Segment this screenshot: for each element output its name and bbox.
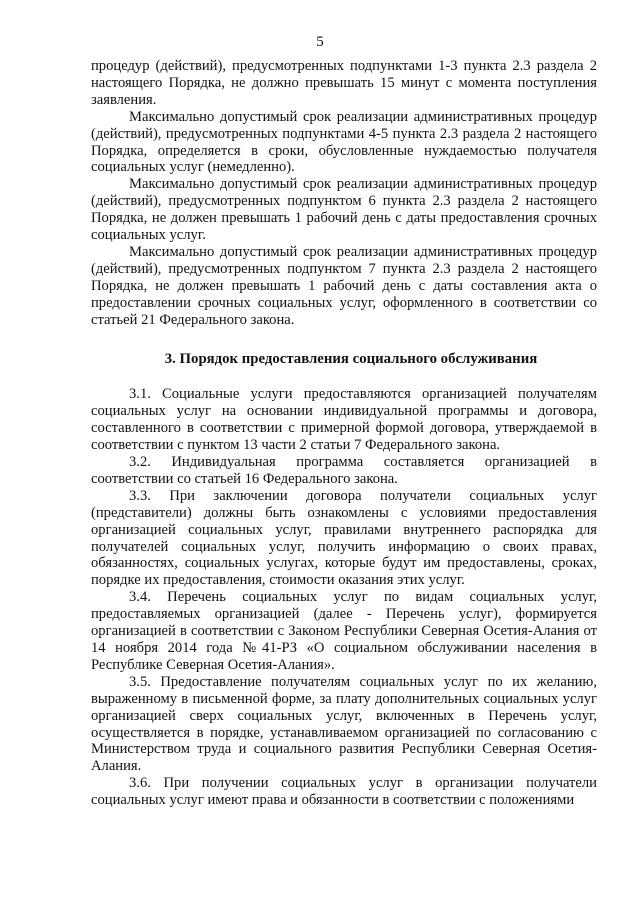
section-heading: 3. Порядок предоставления социального обслуживания: [164, 350, 538, 367]
paragraph-3-6: 3.6. При получении социальных услуг в организации получатели социальных услуг имеют права и обязанности в соответствии с положениями: [91, 775, 597, 809]
page-number: 5: [316, 34, 324, 50]
paragraph-3-4: 3.4. Перечень социальных услуг по видам социальных услуг, предоставляемых организацией (далее - Перечень услуг), формируется организацией в соответствии с Законом Республики Северная Осетия-Алания от 14 ноября 2014 года №41-РЗ «О социальном обслуживании населения в Республике Северная Осетия-Алания».: [91, 589, 597, 673]
paragraph-3-3: 3.3. При заключении договора получатели социальных услуг (представители) должны быть ознакомлены с условиями предоставления организацией социальных услуг, правилами внутреннего распорядка для получателей социальных услуг, получить информацию о своих правах, обязанностях, социальных услугах, которые будут им предоставлены, сроках, порядке их предоставления, стоимости оказания этих услуг.: [91, 487, 597, 589]
paragraph-deadline-7: Максимально допустимый срок реализации административных процедур (действий), предусмотренных подпунктом 7 пункта 2.3 раздела 2 настоящего Порядка, не должен превышать 1 рабочий день с даты составления акта о предоставлении срочных социальных услуг, оформленного в соответствии со статьей 21 Федерального закона.: [91, 243, 597, 328]
paragraph-3-2: 3.2. Индивидуальная программа составляется организацией в соответствии со статьей 16 Федерального закона.: [91, 454, 597, 487]
document-body: [91, 58, 597, 809]
paragraph-continuation: процедур (действий), предусмотренных подпунктами 1-3 пункта 2.3 раздела 2 настоящего Порядка, не должно превышать 15 минут с момента поступления заявления.: [91, 58, 597, 108]
paragraph-deadline-6: Максимально допустимый срок реализации административных процедур (действий), предусмотренных подпунктом 6 пункта 2.3 раздела 2 настоящего Порядка, не должен превышать 1 рабочий день с даты предоставления срочных социальных услуг.: [91, 176, 597, 244]
paragraph-3-5: 3.5. Предоставление получателям социальных услуг по их желанию, выраженному в письменной форме, за плату дополнительных социальных услуг организацией сверх социальных услуг, включенных в Перечень услуг, осуществляется в порядке, устанавливаемом организацией по согласованию с Министерством труда и социального развития Республики Северная Осетия-Алания.: [91, 673, 597, 775]
paragraph-3-1: 3.1. Социальные услуги предоставляются организацией получателям социальных услуг на основании индивидуальной программы и договора, составленного в соответствии с примерной формой договора, утверждаемой в соответствии с пунктом 13 части 2 статьи 7 Федерального закона.: [91, 386, 597, 454]
paragraph-deadline-4-5: Максимально допустимый срок реализации административных процедур (действий), предусмотренных подпунктами 4-5 пункта 2.3 раздела 2 настоящего Порядка, определяется в сроки, обусловленные нуждаемостью получателя социальных услуг (немедленно).: [91, 108, 597, 176]
